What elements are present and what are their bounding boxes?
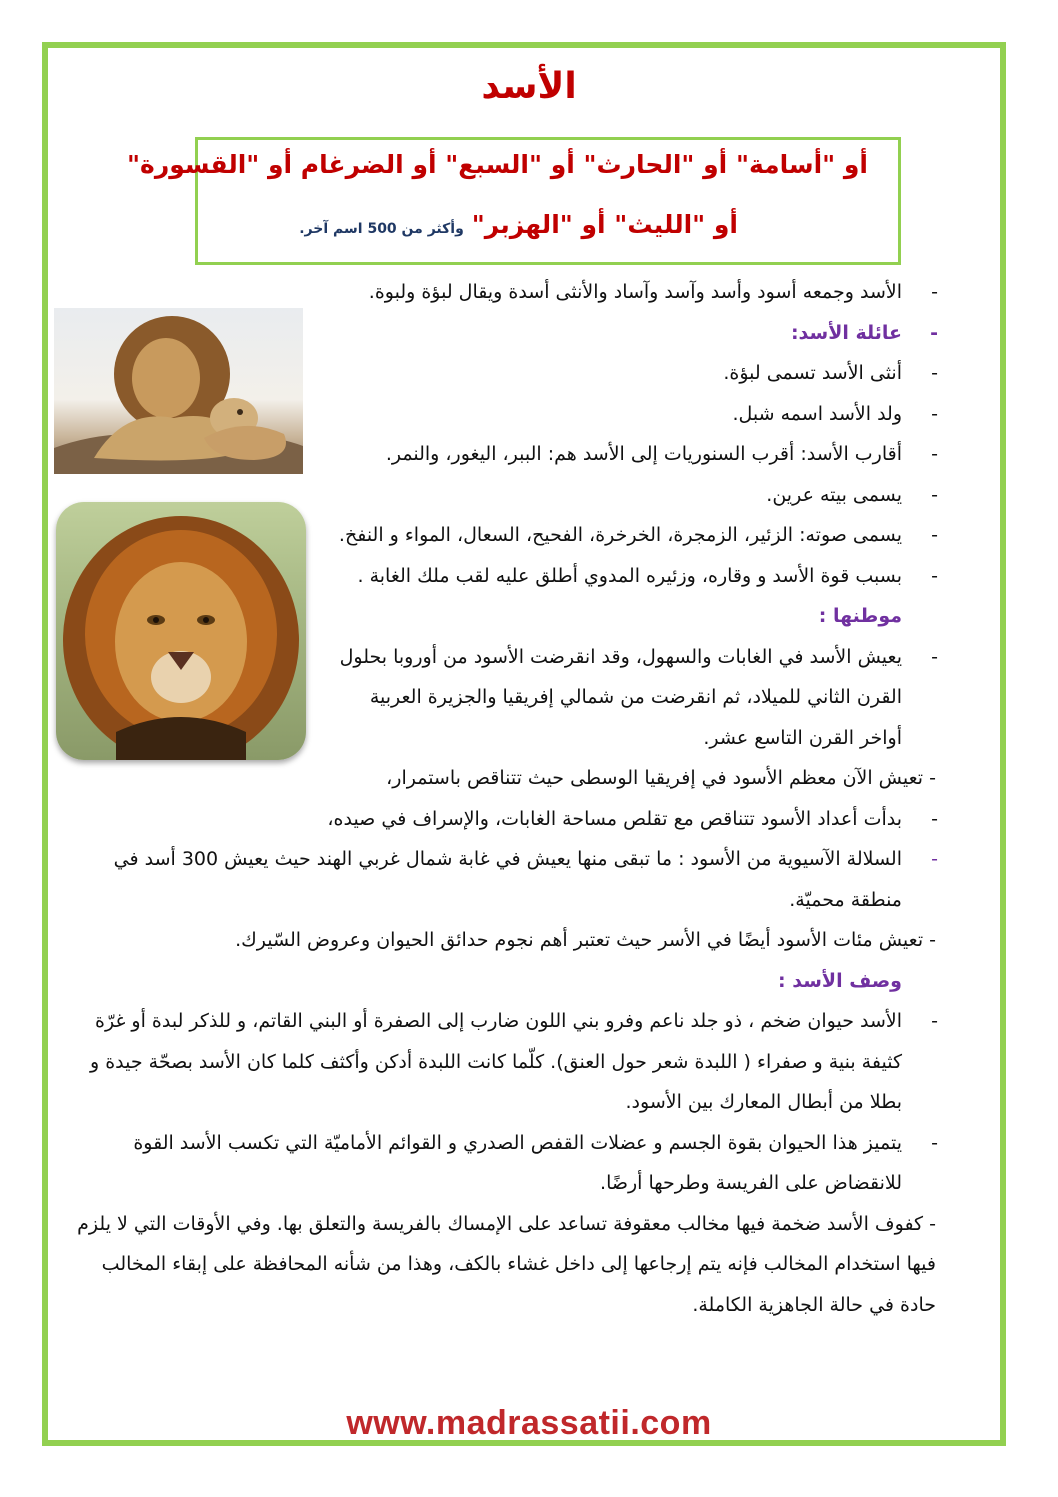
description-heading-text: وصف الأسد : <box>778 969 902 992</box>
description-paragraph-1: - الأسد حيوان ضخم ، ذو جلد ناعم وفرو بني اللون ضارب إلى الصفرة أو البني القاتم، و للذكر لبدة أو غرّة كثيفة بنية و صفراء ( اللبدة شعر حول العنق). كلّما كانت اللبدة أدكن وأكثف كلما كان الأسد بصحّة جيدة و بطلا من أبطال المعارك بين الأسود. <box>89 1010 938 1113</box>
names-line-2-text: أو "الليث" أو "الهزبر" <box>471 210 738 239</box>
habitat-heading-text: موطنها : <box>818 605 902 627</box>
description-heading <box>70 961 936 1002</box>
list-item: - بسبب قوة الأسد و وقاره، وزئيره المدوي أطلق عليه لقب ملك الغابة . <box>357 564 938 587</box>
family-heading-text: عائلة الأسد: <box>790 321 902 344</box>
list-item: - يسمى بيته عرين. <box>766 483 938 506</box>
footer-website-link[interactable]: www.madrassatii.com <box>346 1404 712 1442</box>
intro-item: - الأسد وجمعه أسود وأسد وآسد وآساد والأنثى أسدة ويقال لبؤة ولبوة. <box>368 281 938 303</box>
article-body <box>70 272 936 1325</box>
habitat-paragraph-5: - تعيش مئات الأسود أيضًا في الأسر حيث تعتبر أهم نجوم حدائق الحيوان وعروض السّيرك. <box>235 929 936 951</box>
habitat-paragraph-4: - السلالة الآسيوية من الأسود : ما تبقى منها يعيش في غابة شمال غربي الهند حيث يعيش 300 أسد في منطقة محميّة. <box>113 848 938 911</box>
intro-text: الأسد وجمعه أسود وأسد وآسد وآساد والأنثى أسدة ويقال لبؤة ولبوة. <box>368 281 902 303</box>
list-item: - ولد الأسد اسمه شبل. <box>732 402 938 425</box>
list-item: - أنثى الأسد تسمى لبؤة. <box>723 362 938 384</box>
family-heading: - عائلة الأسد: <box>790 321 938 344</box>
habitat-heading <box>70 596 936 637</box>
description-paragraph-2: - يتميز هذا الحيوان بقوة الجسم و عضلات القفص الصدري و القوائم الأماميّة التي تكسب الأسد القوة للانقضاض على الفريسة وطرحها أرضًا. <box>133 1131 938 1194</box>
names-line-1: أو "أسامة" أو "الحارث" أو "السبع" أو الضرغام أو "القسورة" <box>127 150 868 179</box>
list-item: - أقارب الأسد: أقرب السنوريات إلى الأسد هم: الببر، اليغور، والنمر. <box>385 443 938 465</box>
names-count-note: وأكثر من 500 اسم آخر. <box>299 221 464 237</box>
names-line-2 <box>299 210 738 239</box>
description-paragraph-3: - كفوف الأسد ضخمة فيها مخالب معقوفة تساعد على الإمساك بالفريسة والتعلق بها. وفي الأوقات التي لا يلزم فيها استخدام المخالب فإنه يتم إرجاعها إلى داخل غشاء بالكف، وهذا من شأنه المحافظة على إبقاء المخالب حادة في حالة الجاهزية الكاملة. <box>77 1212 936 1316</box>
habitat-paragraph-2: - تعيش الآن معظم الأسود في إفريقيا الوسطى حيث تتناقص باستمرار، <box>386 767 936 789</box>
names-box <box>127 137 901 265</box>
list-item: - يسمى صوته: الزئير، الزمجرة، الخرخرة، الفحيح، السعال، المواء و النفخ. <box>338 524 938 546</box>
habitat-paragraph-1: - يعيش الأسد في الغابات والسهول، وقد انقرضت الأسود من أوروبا بحلول القرن الثاني للميلاد، ثم انقرضت من شمالي إفريقيا والجزيرة العربية أواخر القرن التاسع عشر. <box>339 645 938 749</box>
habitat-paragraph-3: - بدأت أعداد الأسود تتناقص مع تقلص مساحة الغابات، والإسراف في صيده، <box>327 807 938 830</box>
page-title: الأسد <box>481 66 577 107</box>
